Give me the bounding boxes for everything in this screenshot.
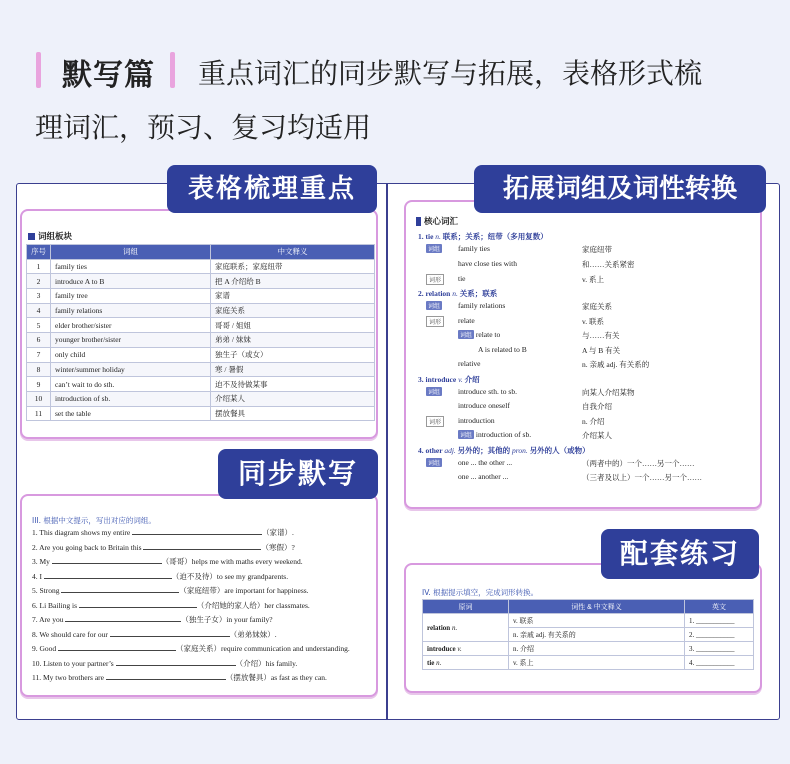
core-row: 词组 introduction of sb. xyxy=(460,430,532,439)
tag-label: 词形 xyxy=(426,416,444,427)
answer-blank[interactable] xyxy=(110,629,230,637)
column-header: 原词 xyxy=(423,600,509,614)
dictation-item xyxy=(32,526,350,541)
table-cell: set the table xyxy=(51,406,211,421)
dictation-item xyxy=(32,613,350,628)
table-cell: family ties xyxy=(51,259,211,274)
core-row: A is related to B xyxy=(478,345,527,354)
core-entry-heading: 4. other adj. 另外的；其他的 pron. 另外的人（或物） xyxy=(418,446,590,455)
table-row xyxy=(27,391,375,406)
core-words-card xyxy=(404,200,762,509)
core-row: n. 介绍 xyxy=(582,417,605,426)
core-row xyxy=(426,416,444,427)
answer-blank[interactable] xyxy=(143,542,261,550)
book-spine xyxy=(386,183,388,720)
dictation-text: 5. Strong xyxy=(32,586,62,595)
table-cell: introduce A to B xyxy=(51,274,211,289)
dictation-hint: （家庭纽带）are important for happiness. xyxy=(179,586,309,595)
dictation-hint: （家谱）. xyxy=(262,528,294,537)
core-row: A 与 B 有关 xyxy=(582,346,621,355)
table-cell: family relations xyxy=(51,303,211,318)
core-row: have close ties with xyxy=(458,259,517,268)
core-row: v. 联系 xyxy=(582,317,605,326)
table-cell: can’t wait to do sth. xyxy=(51,377,211,392)
core-row: 家庭关系 xyxy=(582,302,612,311)
dictation-item xyxy=(32,541,350,556)
dictation-item xyxy=(32,642,350,657)
core-row: one ... another ... xyxy=(458,472,509,481)
table-row xyxy=(27,303,375,318)
badge-dictation: 同步默写 xyxy=(218,449,378,499)
dictation-hint: （迫不及待）to see my grandparents. xyxy=(171,571,289,581)
core-row: relate xyxy=(458,316,475,325)
table-cell: 11 xyxy=(27,406,51,421)
table-cell: 摆放餐具 xyxy=(211,406,375,421)
header-accent-bar xyxy=(36,52,41,88)
word-cell: relation n. xyxy=(423,614,509,642)
dictation-text: 6. Li Bailing is xyxy=(32,600,79,610)
badge-extend: 拓展词组及词性转换 xyxy=(474,165,766,213)
core-entry-heading: 3. introduce v. 介绍 xyxy=(418,375,480,384)
core-row: family relations xyxy=(458,301,506,310)
core-row: 自我介绍 xyxy=(582,402,612,411)
dictation-hint: （独生子女）in your family? xyxy=(181,615,273,624)
vocab-section-title: 词组板块 xyxy=(28,230,72,242)
core-row: introduction xyxy=(458,416,495,425)
dictation-text: 10. Listen to your partner’s xyxy=(32,658,116,668)
answer-blank[interactable] xyxy=(52,556,162,564)
word-cell: tie n. xyxy=(423,656,509,670)
column-header: 词性 & 中文释义 xyxy=(509,600,685,614)
column-header: 词组 xyxy=(51,245,211,260)
header-title: 默写篇 xyxy=(62,58,155,93)
dictation-item xyxy=(32,671,350,686)
table-cell: 寒 / 暑假 xyxy=(211,362,375,377)
core-row xyxy=(426,387,442,396)
practice-title: IV. 根据提示填空，完成词形转换。 xyxy=(422,588,539,597)
dictation-hint: （弟弟妹妹）. xyxy=(229,629,277,639)
table-cell: 介绍某人 xyxy=(211,391,375,406)
practice-card xyxy=(404,563,762,693)
table-row xyxy=(27,333,375,348)
core-row xyxy=(426,274,444,285)
table-row xyxy=(27,406,375,421)
core-row: （三者及以上）一个……另一个…… xyxy=(582,473,702,482)
header-line2: 理词汇，预习、复习均适用 xyxy=(35,111,372,144)
core-row xyxy=(426,458,442,467)
table-cell: 弟弟 / 妹妹 xyxy=(211,333,375,348)
header-line1: 重点词汇的同步默写与拓展，表格形式梳 xyxy=(198,57,703,90)
table-cell: 独生子（或女） xyxy=(211,347,375,362)
dictation-item xyxy=(32,555,350,570)
table-row xyxy=(27,347,375,362)
meaning-cell: n. 介绍 xyxy=(509,642,685,656)
table-row xyxy=(27,362,375,377)
table-cell: elder brother/sister xyxy=(51,318,211,333)
core-row: tie xyxy=(458,274,466,283)
table-cell: 家谱 xyxy=(211,289,375,304)
tag-label: 词组 xyxy=(426,458,442,467)
column-header: 序号 xyxy=(27,245,51,260)
dictation-text: 8. We should care for our xyxy=(32,629,110,639)
core-entry-heading: 2. relation n. 关系；联系 xyxy=(418,289,498,298)
table-cell: 哥哥 / 姐姐 xyxy=(211,318,375,333)
table-cell: winter/summer holiday xyxy=(51,362,211,377)
dictation-text: 2. Are you going back to Britain this xyxy=(32,542,144,552)
dictation-text: 9. Good xyxy=(32,644,59,653)
table-cell: 迫不及待做某事 xyxy=(211,377,375,392)
meaning-cell: n. 亲戚 adj. 有关系的 xyxy=(509,628,685,642)
table-cell: younger brother/sister xyxy=(51,333,211,348)
core-row: 与……有关 xyxy=(582,331,620,340)
column-header: 英文 xyxy=(685,600,754,614)
table-row xyxy=(27,377,375,392)
dictation-hint: （摆放餐具）as fast as they can. xyxy=(225,673,327,682)
tag-label: 词形 xyxy=(426,274,444,285)
table-row xyxy=(27,259,375,274)
column-header: 中文释义 xyxy=(211,245,375,260)
core-row: 向某人介绍某物 xyxy=(582,388,635,397)
dictation-text: 7. Are you xyxy=(32,615,66,624)
core-row xyxy=(426,244,442,253)
dictation-hint: （哥哥）helps me with maths every weekend. xyxy=(161,557,303,566)
dictation-item xyxy=(32,584,350,599)
badge-table-review: 表格梳理重点 xyxy=(167,165,377,213)
dictation-hint: （家庭关系）require communication and understanding. xyxy=(176,644,350,653)
vocab-table-card xyxy=(20,209,378,439)
core-row xyxy=(426,316,444,327)
core-row: relative xyxy=(458,359,481,368)
answer-cell[interactable]: 4. ___________ xyxy=(685,656,754,670)
core-row: 和……关系紧密 xyxy=(582,260,635,269)
answer-blank[interactable] xyxy=(58,643,176,651)
table-cell: 家庭关系 xyxy=(211,303,375,318)
table-cell: family tree xyxy=(51,289,211,304)
table-row xyxy=(423,614,754,628)
answer-blank[interactable] xyxy=(116,658,236,666)
word-cell: introduce v. xyxy=(423,642,509,656)
core-row: （两者中的）一个……另一个…… xyxy=(582,459,695,468)
answer-cell[interactable]: 1. ___________ xyxy=(685,614,754,628)
dictation-title: III. 根据中文提示，写出对应的词组。 xyxy=(32,516,156,525)
tag-label: 词组 xyxy=(426,387,442,396)
badge-practice: 配套练习 xyxy=(601,529,759,579)
table-cell: 8 xyxy=(27,362,51,377)
core-row: 介绍某人 xyxy=(582,431,612,440)
core-row xyxy=(426,301,442,310)
table-cell: 2 xyxy=(27,274,51,289)
answer-blank[interactable] xyxy=(79,600,197,608)
answer-blank[interactable] xyxy=(61,585,179,593)
core-row: 家庭纽带 xyxy=(582,245,612,254)
tag-label: 词组 xyxy=(458,430,474,439)
table-row xyxy=(27,274,375,289)
answer-blank[interactable] xyxy=(44,571,172,579)
core-section-title: 核心词汇 xyxy=(416,215,458,227)
table-cell: 家庭联系；家庭纽带 xyxy=(211,259,375,274)
table-cell: only child xyxy=(51,347,211,362)
dictation-text: 3. My xyxy=(32,557,52,566)
dictation-hint: （寒假）? xyxy=(261,542,295,552)
table-row xyxy=(423,642,754,656)
dictation-hint: （介绍）his family. xyxy=(235,658,298,668)
dictation-text: 4. I xyxy=(32,571,44,581)
answer-blank[interactable] xyxy=(65,614,181,622)
dictation-item xyxy=(32,657,350,672)
answer-cell[interactable]: 3. ___________ xyxy=(685,642,754,656)
table-cell: introduction of sb. xyxy=(51,391,211,406)
dictation-text: 1. This diagram shows my entire xyxy=(32,528,133,537)
core-entry-heading: 1. tie n. 联系；关系；纽带（多用复数） xyxy=(418,232,548,241)
table-cell: 6 xyxy=(27,333,51,348)
answer-blank[interactable] xyxy=(132,527,262,535)
core-row: 词组 relate to xyxy=(460,330,501,339)
tag-label: 词组 xyxy=(426,244,442,253)
core-row: v. 系上 xyxy=(582,275,605,284)
dictation-item xyxy=(32,628,350,643)
core-row: family ties xyxy=(458,244,490,253)
table-row xyxy=(27,318,375,333)
meaning-cell: v. 联系 xyxy=(509,614,685,628)
dictation-hint: （介绍她的家人给）her classmates. xyxy=(196,600,310,610)
vocab-table xyxy=(26,244,375,421)
header-divider xyxy=(170,52,175,88)
dictation-item xyxy=(32,599,350,614)
core-row: n. 亲戚 adj. 有关系的 xyxy=(582,360,650,369)
table-cell: 5 xyxy=(27,318,51,333)
table-cell: 把 A 介绍给 B xyxy=(211,274,375,289)
answer-cell[interactable]: 2. ___________ xyxy=(685,628,754,642)
core-row: one ... the other ... xyxy=(458,458,513,467)
table-cell: 4 xyxy=(27,303,51,318)
table-cell: 7 xyxy=(27,347,51,362)
core-row: introduce oneself xyxy=(458,401,510,410)
dictation-text: 11. My two brothers are xyxy=(32,673,106,682)
dictation-item xyxy=(32,570,350,585)
meaning-cell: v. 系上 xyxy=(509,656,685,670)
tag-label: 词组 xyxy=(458,330,474,339)
table-cell: 10 xyxy=(27,391,51,406)
tag-label: 词组 xyxy=(426,301,442,310)
answer-blank[interactable] xyxy=(106,672,226,680)
table-cell: 1 xyxy=(27,259,51,274)
tag-label: 词形 xyxy=(426,316,444,327)
dictation-card xyxy=(20,494,378,697)
table-cell: 9 xyxy=(27,377,51,392)
section-marker-icon xyxy=(28,233,35,240)
core-row: introduce sth. to sb. xyxy=(458,387,517,396)
table-cell: 3 xyxy=(27,289,51,304)
table-row xyxy=(423,656,754,670)
table-row xyxy=(27,289,375,304)
practice-table xyxy=(422,599,754,670)
